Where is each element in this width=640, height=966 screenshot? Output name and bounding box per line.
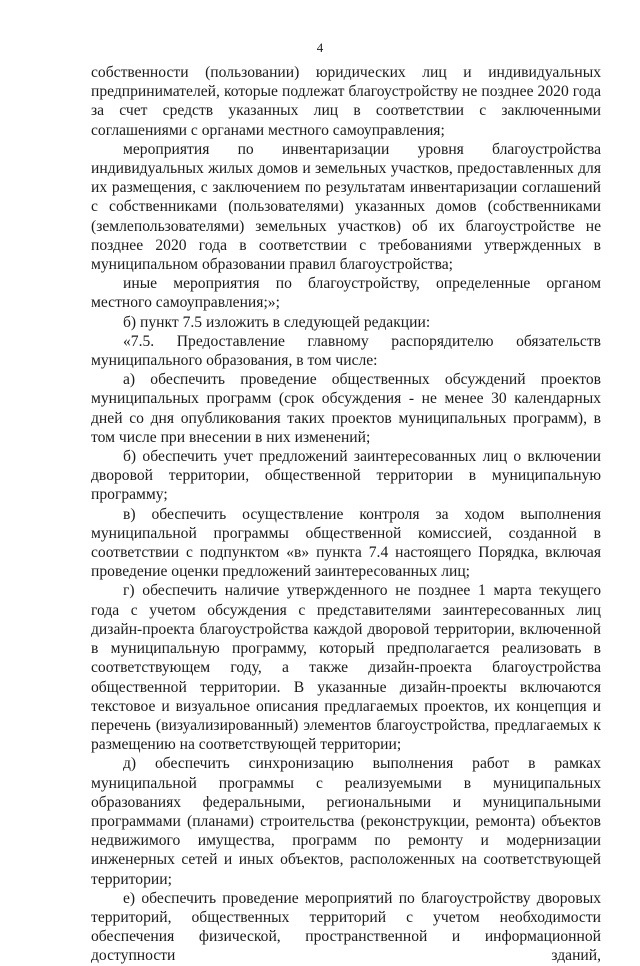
- paragraph-obligation-g: г) обеспечить наличие утвержденного не позднее 1 марта текущего года с учетом обсуждения с представителями заинтересованных лиц дизайн-проекта благоустройства каждой дворовой территории, включенной в муниципальную программу, который предполагается реализовать в соответствующем году, а также дизайн-проекта благоустройства общественной территории. В указанные дизайн-проекты включаются текстовое и визуальное описания предлагаемых проектов, их концепция и перечень (визуализированный) элементов благоустройства, предлагаемых к размещению на соответствующей территории;: [91, 582, 601, 754]
- paragraph-other-measures: иные мероприятия по благоустройству, определенные органом местного самоуправления;»;: [91, 275, 601, 312]
- paragraph-clause-7-5: «7.5. Предоставление главному распорядителю обязательств муниципального образования, в том числе:: [91, 332, 601, 370]
- paragraph-obligation-a: а) обеспечить проведение общественных обсуждений проектов муниципальных программ (срок обсуждения - не менее 30 календарных дней со дня опубликования таких проектов муниципальных программ), в том числе при внесении в них изменений;: [91, 371, 601, 446]
- paragraph-obligation-v: в) обеспечить осуществление контроля за ходом выполнения муниципальной программы общественной комиссией, созданной в соответствии с подпунктом «в» пункта 7.4 настоящего Порядка, включая проведение оценки предложений заинтересованных лиц;: [91, 505, 601, 581]
- paragraph-continuation: собственности (пользовании) юридических лиц и индивидуальных предпринимателей, которые подлежат благоустройству не позднее 2020 года за счет средств указанных лиц в соответствии с заключенными соглашениями с органами местного самоуправления;: [91, 64, 601, 139]
- paragraph-obligation-e: е) обеспечить проведение мероприятий по благоустройству дворовых территорий, общественных территорий с учетом необходимости обеспечения физической, пространственной и информационной доступности зданий,: [91, 889, 601, 965]
- paragraph-obligation-b: б) обеспечить учет предложений заинтересованных лиц о включении дворовой территории, общественной территории в муниципальную программу;: [91, 448, 601, 504]
- paragraph-obligation-d: д) обеспечить синхронизацию выполнения работ в рамках муниципальной программы с реализуемыми в муниципальных образованиях федеральными, региональными и муниципальными программами (планами) строительства (реконструкции, ремонта) объектов недвижимого имущества, программ по ремонту и модернизации инженерных сетей и иных объектов, расположенных на соответствующей территории;: [91, 755, 601, 888]
- paragraph-inventory-measures: мероприятия по инвентаризации уровня благоустройства индивидуальных жилых домов и земельных участков, предоставленных для их размещения, с заключением по результатам инвентаризации соглашений с собственниками (пользователями) указанных домов (собственниками (землепользователями) земельных участков) об их благоустройстве не позднее 2020 года в соответствии с требованиями утвержденных в муниципальном образовании правил благоустройства;: [91, 140, 601, 274]
- document-body: [91, 63, 601, 966]
- page-number: 4: [316, 40, 324, 55]
- paragraph-item-b-heading: б) пункт 7.5 изложить в следующей редакции:: [123, 313, 431, 331]
